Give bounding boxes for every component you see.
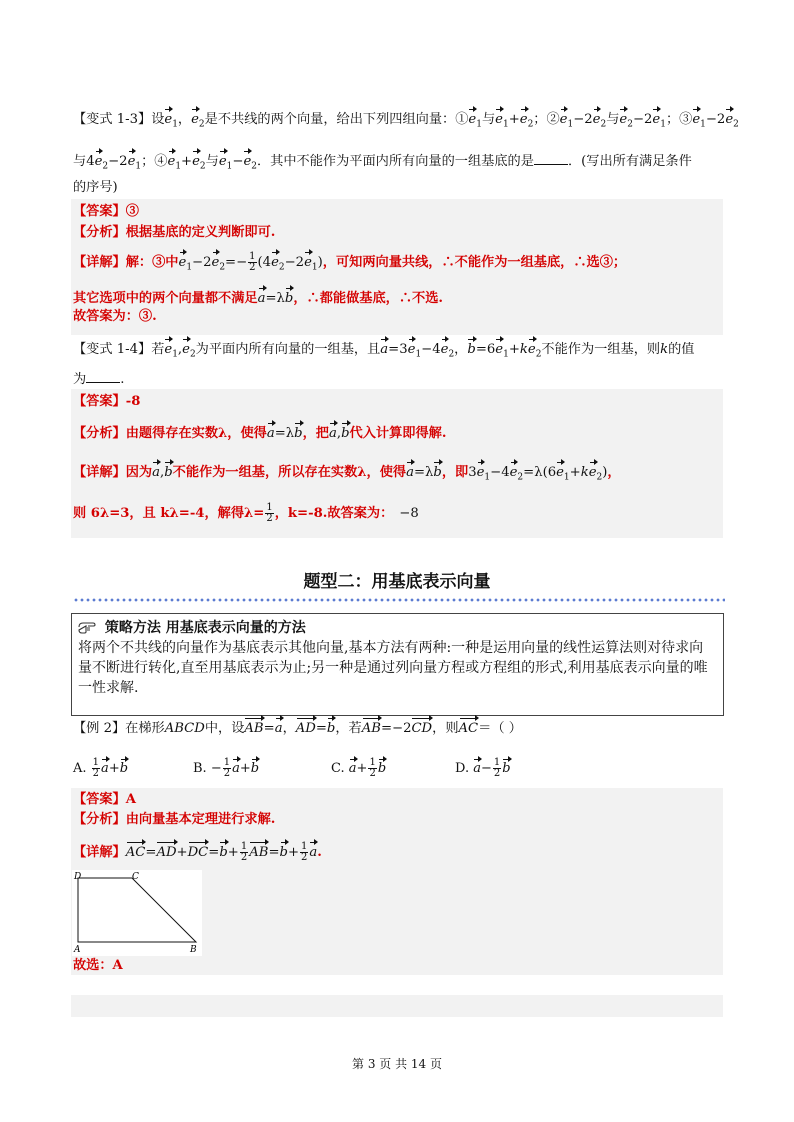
ex14-question-line1: 【变式 1-4】若$e_1,e_2$为平面内所有向量的一组基，且$a=3e_1-4e_2$，$b=6e_1+ke_2$不能作为一组基，则k的值 [73,339,694,364]
dotted-divider [73,598,725,602]
ex13-question-line2: 与$4e_2-2e_1$；$④e_1+e_2$与$e_1-e_2$．其中不能作为平面内所有向量的一组基底的是 ．(写出所有满足条件 [73,151,692,176]
ex14-question-line2: 为 . [73,372,125,387]
ex2-analysis: 【分析】由向量基本定理进行求解. [73,812,276,827]
label-c: C [132,872,139,882]
ex13-answer: 【答案】③ [73,204,139,219]
ex14-answer: 【答案】-8 [73,394,141,409]
strategy-body: 将两个不共线的向量作为基底表示其他向量,基本方法有两种:一种是运用向量的线性运算法则对待求向量不断进行转化,直至用基底表示为止;另一种是通过列向量方程或方程组的形式,利用基底表示向量的唯一性求解. [78,640,708,696]
ex2-detail: 【详解】AC=AD+DC=b+ $\frac{1}{2}$ AB=b+ $\frac{1}{2}$ a. [73,841,322,863]
next-solution-block [71,995,723,1017]
ex13-detail: 【详解】解：③中$e_1-2e_2=-$ $\frac{1}{2}$ $(4e_2-2e_1)$，可知两向量共线，∴不能作为一组基底，∴选③； [73,251,627,273]
ex14-analysis: 【分析】由题得存在实数λ，使得a=λb，把a,b代入计算即得解. [73,423,446,443]
pointing-hand-icon [78,620,100,634]
option-c[interactable]: C. a+ $\frac{1}{2}$ b [331,757,387,779]
page-footer: 第 3 页 共 14 页 [352,1057,442,1071]
label-b: B [190,945,197,955]
ex13-detail-line3: 故答案为：③. [73,309,157,324]
ex13-tag: 【变式 1-3】 [73,112,152,127]
answer-blank [86,370,120,383]
ex14-detail-line2: 则 6λ=3，且 kλ=-4，解得λ= $\frac{1}{2}$ ，k=-8.故答案为： −8 [73,502,419,524]
trapezoid-figure [72,870,202,956]
ex13-analysis: 【分析】根据基底的定义判断即可. [73,225,276,240]
label-a: A [74,945,81,955]
section-title: 题型二：用基底表示向量 [303,572,491,592]
option-a[interactable]: A. $\frac{1}{2}$ a+b [73,757,129,779]
ex2-final: 故选：A [73,958,123,973]
ex14-detail: 【详解】因为a,b不能作为一组基，所以存在实数λ，使得a=λb，即$3e_1-4e_2=\lambda(6e_1+ke_2)$， [73,462,621,487]
option-b[interactable]: B. − $\frac{1}{2}$ a+b [193,757,260,779]
option-d[interactable]: D. a− $\frac{1}{2}$ b [455,757,511,779]
ex13-detail-line2: 其它选项中的两个向量都不满足a=λb，∴都能做基底，∴不选. [73,288,443,308]
ex2-question: 【例 2】在梯形ABCD中，设AB=a，AD=b，若AB=−2CD，则AC＝（ ） [73,718,522,738]
label-d: D [74,872,82,882]
answer-blank [534,152,568,165]
ex13-question-line1: 【变式 1-3】设$e_1$，$e_2$是不共线的两个向量，给出下列四组向量：$①e_1$与$e_1+e_2$；$②e_1-2e_2$与$e_2-2e_1$；$③e_1-2e_2$ [73,109,739,134]
ex13-question-line3: 的序号) [73,180,118,195]
ex2-answer: 【答案】A [73,792,136,807]
ex2-tag: 【例 2】 [73,721,126,736]
ex14-tag: 【变式 1-4】 [73,342,152,357]
strategy-box [71,613,724,716]
strategy-heading: 策略方法 用基底表示向量的方法 [78,618,717,638]
